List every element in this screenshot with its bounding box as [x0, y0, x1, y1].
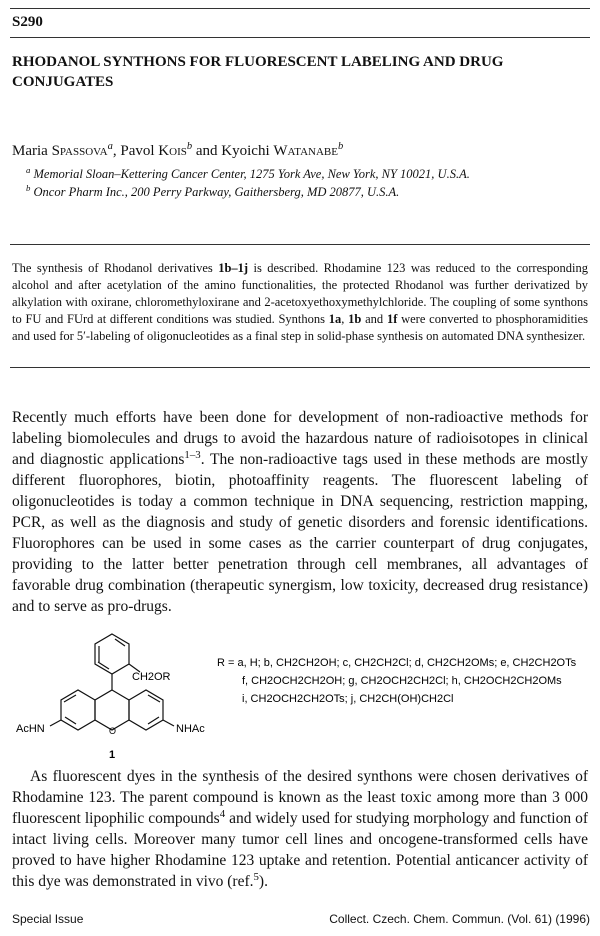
author-last-name: Kois — [158, 143, 187, 159]
abstract-text: The synthesis of Rhodanol derivatives — [12, 261, 219, 275]
citation-ref: 1–3 — [184, 448, 201, 461]
author-list: Maria Spassova$^a$, Pavol Kois$^b$ and Kyoichi Watanabe$^b$ — [12, 141, 344, 159]
paragraph-text: . The non-radioactive tags used in these methods are mostly different fluorophores, biotin, photoaffinity reagents. The fluorescent labeling of oligonucleotides is today a common technique in DNA sequencing, restriction mapping, PCR, as well as the diagnosis and study of genetic disorders and forensic identifications. Fluorophores can be used in some cases as the carrier counterpart of drug conjugates, providing to the latter better penetration through cell membranes, all advantages of favorable drug combination (therapeutic synergism, low toxicity, decreased drug resistance) and to serve as pro-drugs. — [12, 451, 588, 615]
r-group-list-line: R = a, H; b, CH2CH2OH; c, CH2CH2Cl; d, CH2CH2OMs; e, CH2CH2OTs — [217, 657, 577, 669]
compound-ref: 1f — [386, 312, 398, 326]
affiliation-mark: a — [107, 141, 113, 152]
chemical-structure-figure — [12, 620, 592, 770]
affiliation-mark: a — [26, 164, 31, 175]
compound-ref: 1b–1j — [218, 261, 249, 275]
abstract-text: and — [361, 312, 387, 326]
author-conjunction: and — [195, 143, 218, 159]
abstract-bottom-rule — [10, 367, 590, 368]
author-last-name: Watanabe — [273, 143, 338, 159]
affiliation-mark: b — [337, 141, 344, 152]
author-last-name: Spassova — [51, 143, 108, 159]
header-rule — [10, 37, 590, 38]
affiliation-mark: b — [26, 182, 31, 193]
substituent-nhac: NHAc — [176, 723, 205, 735]
affiliation-text: Memorial Sloan–Kettering Cancer Center, 1275 York Ave, New York, NY 10021, U.S.A. — [33, 167, 470, 181]
substituent-ch2or: CH2OR — [132, 671, 171, 683]
ring-oxygen-label: O — [109, 726, 117, 736]
article-title: RHODANOL SYNTHONS FOR FLUORESCENT LABELING AND DRUG CONJUGATES — [12, 54, 504, 90]
affiliation-text: Oncor Pharm Inc., 200 Perry Parkway, Gaithersberg, MD 20877, U.S.A. — [33, 185, 400, 199]
abstract-top-rule — [10, 244, 590, 245]
paragraph-intro — [12, 407, 588, 617]
paragraph-text: and widely used for studying morphology and function of intact living cells. Moreover many tumor cell lines and oncogene-transformed cells have proved to have higher Rhodamine 123 uptake and retention. Potential anticancer activity of this dye was demonstrated in vivo (ref. — [12, 810, 588, 890]
affiliation-a — [26, 164, 470, 182]
author-first-name: Pavol — [120, 143, 155, 159]
compound-ref: 1a — [328, 312, 342, 326]
paragraph-text: ). — [258, 873, 268, 890]
compound-ref: 1b — [348, 312, 362, 326]
footer-citation: Collect. Czech. Chem. Commun. (Vol. 61) (1996) — [329, 912, 590, 926]
abstract — [12, 260, 588, 345]
author-first-name: Kyoichi — [221, 143, 270, 159]
paragraph-text: As fluorescent dyes in the synthesis of the desired synthons were chosen derivatives of Rhodamine 123. The parent compound is known as the least toxic among more than 3 000 fluorescent lipophilic compounds — [12, 768, 588, 827]
affiliation-b — [26, 182, 400, 200]
r-group-list-line: f, CH2OCH2CH2OH; g, CH2OCH2CH2Cl; h, CH2OCH2CH2OMs — [242, 675, 562, 687]
compound-number: 1 — [109, 749, 116, 761]
pyran-ring — [95, 690, 129, 730]
footer-issue: Special Issue — [12, 912, 84, 926]
left-aromatic-ring — [61, 690, 95, 730]
paragraph-rhodamine — [12, 766, 588, 892]
author-first-name: Maria — [12, 143, 48, 159]
phenyl-ring — [95, 634, 129, 674]
abstract-text: were converted to phosphoramidities and used for 5′-labeling of oligonucleotides as a final step in solid-phase synthesis on automated DNA synthesizer. — [12, 312, 589, 343]
abstract-text: , — [341, 312, 349, 326]
top-rule — [10, 8, 590, 9]
citation-ref: 5 — [253, 870, 259, 883]
r-group-list-line: i, CH2OCH2CH2OTs; j, CH2CH(OH)CH2Cl — [242, 693, 454, 705]
citation-ref: 4 — [219, 807, 226, 820]
right-aromatic-ring — [129, 690, 163, 730]
substituent-achn: AcHN — [16, 723, 45, 735]
page-code: S290 — [12, 14, 43, 30]
affiliation-mark: b — [186, 141, 193, 152]
abstract-text: is described. Rhodamine 123 was reduced to the corresponding alcohol and after acetylation of the amino functionalities, the protected Rhodanol was further derivatized by alkylation with oxirane, chloromethyloxirane and 2-acetoxyethoxymethylchloride. The coupling of some synthons to FU and FUrd at different conditions was studied. Synthons — [12, 261, 588, 326]
paragraph-text: Recently much efforts have been done for development of non-radioactive methods for labeling biomolecules and drugs to avoid the hazardous nature of radioisotopes in clinical and diagnostic applications — [12, 409, 588, 468]
